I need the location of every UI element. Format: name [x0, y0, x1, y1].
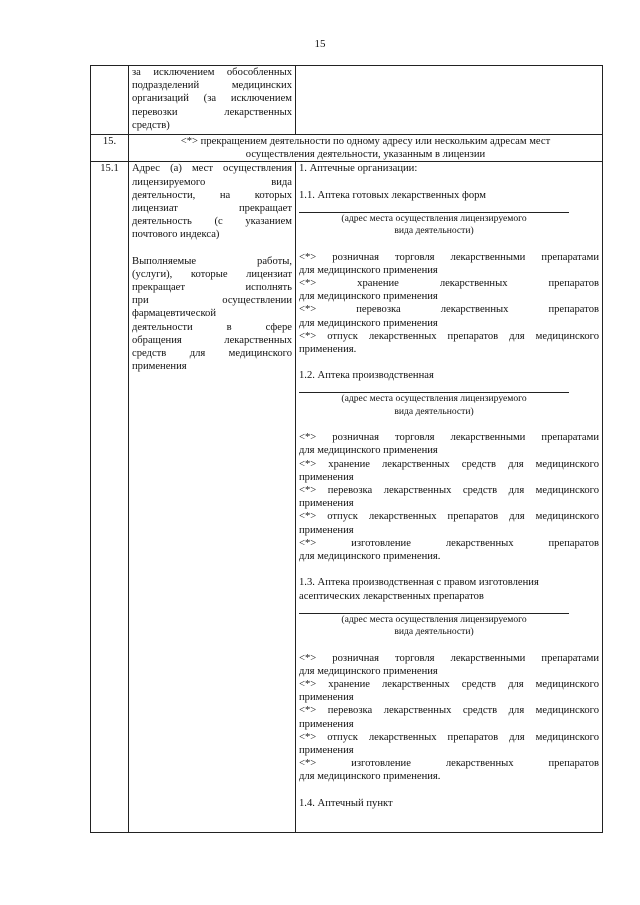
operation-line: <*> розничная торговля лекарственными препаратами	[299, 432, 599, 444]
row-number: 15.1	[91, 162, 129, 833]
text-line: прекращает исполнять	[132, 282, 292, 294]
text-line: перевозки лекарственных	[132, 106, 292, 118]
operation-line: для медицинского применения	[299, 264, 438, 276]
operation-line: применения	[299, 498, 354, 510]
operation-line: <*> изготовление лекарственных препаратов	[299, 537, 599, 549]
operation-line: для медицинского применения	[299, 317, 438, 329]
row-number: 15.	[91, 135, 129, 162]
operation-line: <*> перевозка лекарственных средств для медицинского	[299, 485, 599, 497]
address-caption: вида деятельности)	[394, 225, 474, 237]
operation-line: <*> хранение лекарственных средств для медицинского	[299, 678, 599, 690]
page-number: 15	[314, 38, 326, 50]
operation-line: <*> розничная торговля лекарственными препаратами	[299, 251, 599, 263]
operation-line: применения.	[299, 344, 357, 356]
text-line: лицензиат прекращает	[132, 203, 292, 215]
address-input-line[interactable]	[299, 603, 569, 614]
text-line: деятельность (с указанием	[132, 216, 292, 228]
operation-line: применения	[299, 692, 354, 704]
operation-line: применения	[299, 471, 354, 483]
operation-line: <*> перевозка лекарственных препаратов	[299, 304, 599, 316]
operation-line: для медицинского применения.	[299, 551, 441, 563]
continuation-value-cell	[296, 66, 603, 135]
text-line: (услуги), которые лицензиат	[132, 268, 292, 280]
operation-line: для медицинского применения.	[299, 771, 441, 783]
text-line: применения	[132, 361, 187, 373]
operation-line: применения	[299, 524, 354, 536]
text-line: подразделений медицинских	[132, 80, 292, 92]
description-cell	[129, 162, 296, 833]
text-line: средств для медицинского	[132, 348, 292, 360]
address-caption: (адрес места осуществления лицензируемого	[341, 393, 527, 405]
section-title-1-1: 1.1. Аптека готовых лекарственных форм	[299, 189, 486, 201]
text-line: обращения лекарственных	[132, 334, 292, 346]
activities-cell	[296, 162, 603, 833]
address-caption: (адрес места осуществления лицензируемого	[341, 613, 527, 625]
operation-line: <*> перевозка лекарственных средств для медицинского	[299, 705, 599, 717]
address-caption: (адрес места осуществления лицензируемого	[341, 212, 527, 224]
license-form-table	[90, 65, 603, 833]
operation-line: <*> отпуск лекарственных препаратов для медицинского	[299, 511, 599, 523]
text-line: Адрес (а) мест осуществления	[132, 163, 292, 175]
section-heading-15	[129, 135, 603, 162]
operation-line: для медицинского применения	[299, 665, 438, 677]
text-line: фармацевтической	[132, 308, 217, 320]
operation-line: <*> хранение лекарственных средств для медицинского	[299, 458, 599, 470]
text-line: за исключением обособленных	[132, 67, 292, 78]
text-line: при осуществлении	[132, 295, 292, 307]
organizations-header: 1. Аптечные организации:	[299, 163, 418, 175]
heading-line: осуществления деятельности, указанным в лицензии	[245, 149, 486, 161]
text-line: деятельности в сфере	[132, 321, 292, 333]
section-title-1-4: 1.4. Аптечный пункт	[299, 797, 393, 809]
text-line: средств)	[132, 119, 170, 131]
address-caption: вида деятельности)	[394, 405, 474, 417]
operation-line: для медицинского применения	[299, 291, 438, 303]
operation-line: применения	[299, 718, 354, 730]
address-caption: вида деятельности)	[394, 626, 474, 638]
operation-line: <*> отпуск лекарственных препаратов для медицинского	[299, 330, 599, 342]
table-row-15	[91, 135, 603, 162]
table-row-continuation	[91, 66, 603, 135]
operation-line: <*> отпуск лекарственных препаратов для медицинского	[299, 731, 599, 743]
text-line: лицензируемого вида	[132, 176, 292, 188]
operation-line: <*> изготовление лекарственных препаратов	[299, 758, 599, 770]
operation-line: <*> розничная торговля лекарственными препаратами	[299, 652, 599, 664]
address-input-line[interactable]	[299, 382, 569, 393]
continuation-text-cell	[129, 66, 296, 135]
row-number-cell	[91, 66, 129, 135]
table-row-15-1	[91, 162, 603, 833]
address-input-line[interactable]	[299, 202, 569, 213]
section-title-1-3-cont: асептических лекарственных препаратов	[299, 590, 484, 602]
operation-line: применения	[299, 744, 354, 756]
operation-line: для медицинского применения	[299, 445, 438, 457]
text-line: Выполняемые работы,	[132, 255, 292, 267]
operation-line: <*> хранение лекарственных препаратов	[299, 278, 599, 290]
section-title-1-3: 1.3. Аптека производственная с правом изготовления	[299, 577, 539, 589]
text-line: деятельности, на которых	[132, 189, 292, 201]
text-line: почтового индекса)	[132, 229, 220, 241]
section-title-1-2: 1.2. Аптека производственная	[299, 370, 434, 382]
text-line: организаций (за исключением	[132, 93, 292, 105]
heading-line: <*> прекращением деятельности по одному адресу или нескольким адресам мест	[180, 136, 551, 147]
